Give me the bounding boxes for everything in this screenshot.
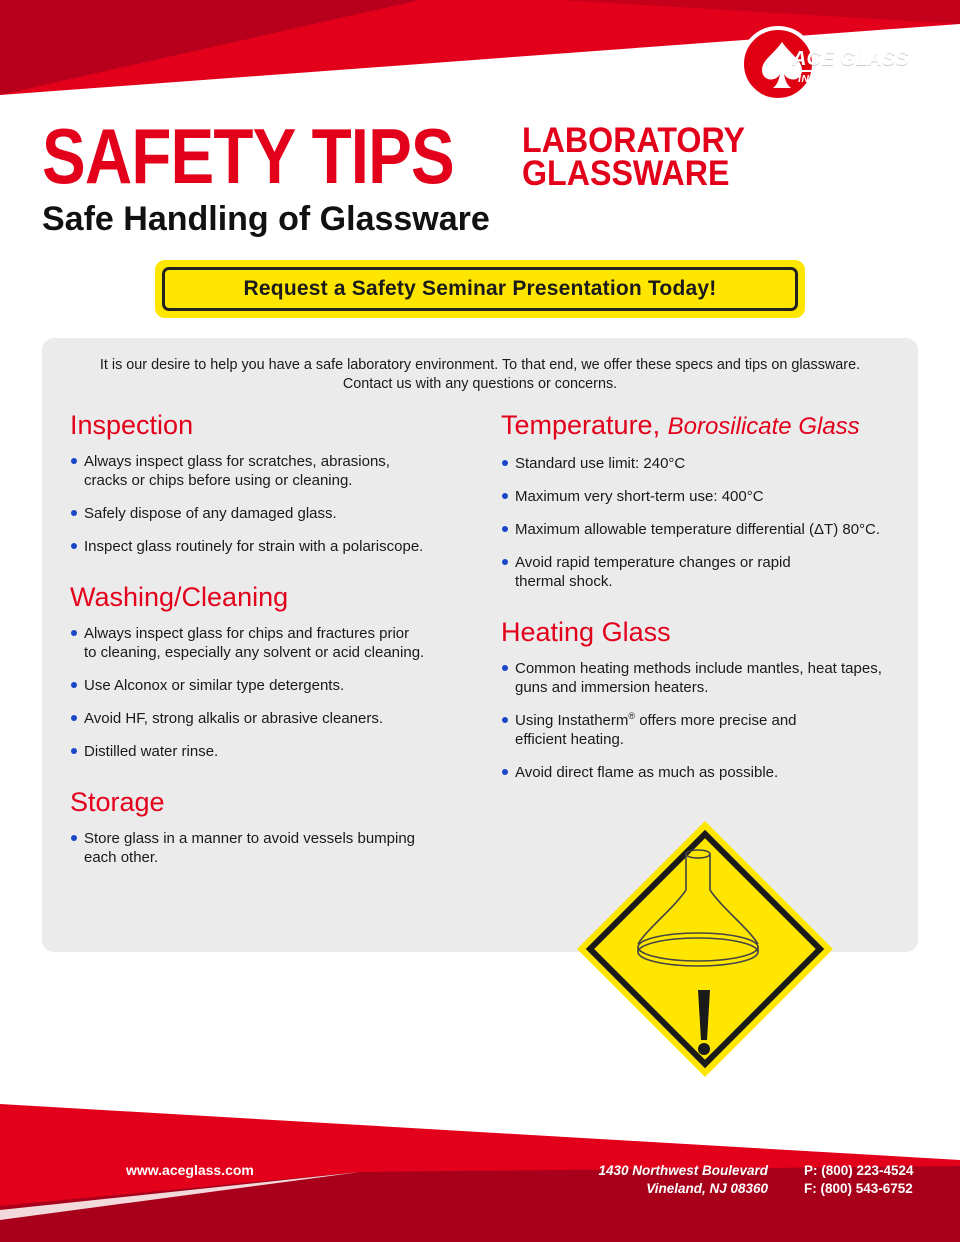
website-link[interactable]: www.aceglass.com (126, 1162, 254, 1178)
fax-number: F: (800) 543-6752 (804, 1181, 913, 1196)
section-title: Storage (70, 787, 165, 817)
page-title-qualifier (522, 121, 746, 193)
list-item-text: to cleaning, especially any solvent or acid cleaning. (84, 644, 425, 661)
list-item (70, 829, 480, 867)
list-item (501, 454, 911, 473)
list-item (70, 452, 480, 490)
section-title: Washing/Cleaning (70, 582, 289, 612)
inspection-list (70, 452, 480, 556)
page-title: SAFETY TIPS (42, 112, 454, 200)
temperature-list (501, 454, 911, 591)
section-storage (70, 785, 480, 867)
logo-name: ACE GLASS (792, 48, 909, 70)
list-item-text-part: offers more precise and (635, 712, 797, 729)
section-title: Inspection (70, 410, 194, 440)
list-item-text: guns and immersion heaters. (515, 679, 709, 696)
list-item-text: Avoid HF, strong alkalis or abrasive cleaners. (84, 710, 384, 727)
list-item (501, 520, 911, 539)
phone-number[interactable]: P: (800) 223-4524 (804, 1163, 914, 1178)
section-inspection (70, 408, 480, 556)
intro-line: It is our desire to help you have a safe laboratory environment. To that end, we offer these specs and tips on glassware. (99, 357, 861, 373)
list-item-text: Store glass in a manner to avoid vessels bumping (84, 830, 416, 847)
list-item-text: Always inspect glass for scratches, abrasions, (84, 453, 390, 470)
list-item (70, 624, 480, 662)
logo-sub: INCORPORATED (798, 73, 889, 85)
intro-text (42, 356, 918, 394)
page-subtitle: Safe Handling of Glassware (42, 200, 490, 238)
ace-glass-logo[interactable] (740, 26, 930, 102)
registered-mark: ® (628, 711, 636, 721)
list-item-text: Safely dispose of any damaged glass. (84, 505, 337, 522)
section-washing (70, 580, 480, 761)
list-item-text: Use Alconox or similar type detergents. (84, 677, 345, 694)
footer-contact (804, 1162, 914, 1198)
list-item (70, 709, 480, 728)
washing-list (70, 624, 480, 761)
address-line: 1430 Northwest Boulevard (598, 1163, 768, 1178)
list-item (70, 676, 480, 695)
list-item-text: thermal shock. (515, 573, 613, 590)
list-item (70, 537, 480, 556)
list-item (501, 659, 911, 697)
list-item (501, 487, 911, 506)
section-title: Heating Glass (501, 617, 671, 647)
list-item-text: Avoid direct flame as much as possible. (515, 764, 779, 781)
list-item-text: Distilled water rinse. (84, 743, 219, 760)
list-item-text: efficient heating. (515, 731, 624, 748)
footer-address (570, 1162, 768, 1198)
section-title-qualifier: Borosilicate Glass (667, 413, 860, 440)
seminar-request-frame (162, 267, 798, 311)
section-temperature (501, 408, 911, 591)
seminar-request-button[interactable] (155, 260, 805, 318)
list-item-text: Common heating methods include mantles, heat tapes, (515, 660, 882, 677)
list-item-text-part: Using Instatherm (515, 712, 629, 729)
list-item-text: cracks or chips before using or cleaning. (84, 472, 353, 489)
title-qualifier-line1: LABORATORY (522, 121, 746, 160)
list-item-text: each other. (84, 849, 159, 866)
right-column (501, 408, 911, 796)
storage-list (70, 829, 480, 867)
seminar-request-label: Request a Safety Seminar Presentation Today! (243, 277, 717, 300)
list-item (501, 711, 911, 749)
warning-funnel-sign-icon (574, 818, 836, 1080)
list-item (70, 504, 480, 523)
list-item-text: Inspect glass routinely for strain with a polariscope. (84, 538, 424, 555)
intro-line: Contact us with any questions or concerns. (342, 376, 618, 392)
list-item (501, 763, 911, 782)
list-item (501, 553, 911, 591)
list-item-text: Maximum very short-term use: 400°C (515, 488, 764, 505)
section-heating (501, 615, 911, 782)
left-column (70, 408, 480, 881)
list-item-text: Maximum allowable temperature differential (ΔT) 80°C. (515, 521, 881, 538)
list-item-text: Avoid rapid temperature changes or rapid (515, 554, 791, 571)
list-item-text: Always inspect glass for chips and fractures prior (84, 625, 410, 642)
section-title (501, 408, 911, 444)
heating-list (501, 659, 911, 782)
title-qualifier-line2: GLASSWARE (522, 154, 730, 193)
logo-rule (798, 70, 916, 72)
address-line: Vineland, NJ 08360 (646, 1181, 768, 1196)
list-item (70, 742, 480, 761)
section-title-main: Temperature, (501, 410, 661, 440)
list-item-text: Standard use limit: 240°C (515, 455, 686, 472)
list-item-text (515, 711, 911, 730)
